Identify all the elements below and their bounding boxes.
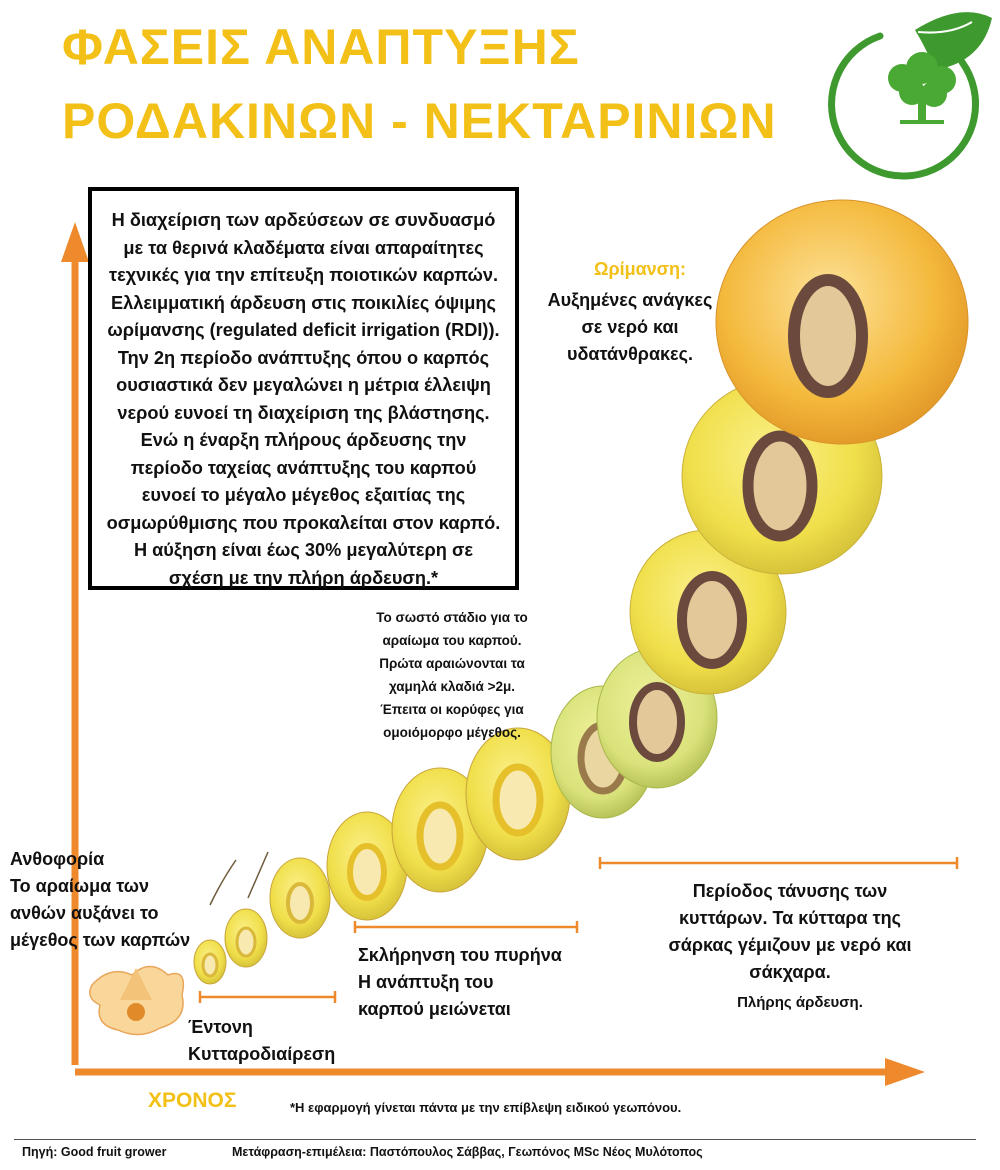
bracket-pit-hardening bbox=[355, 921, 577, 933]
info-line: με τα θερινά κλαδέματα είναι απαραίτητες bbox=[123, 237, 484, 258]
bloom-line: μέγεθος των καρπών bbox=[10, 930, 191, 950]
info-line: Η διαχείριση των αρδεύσεων σε συνδυασμό bbox=[111, 210, 496, 230]
fruit-stage-11-ripe bbox=[716, 200, 968, 444]
thinning-line: ομοιόμορφο μέγεθος. bbox=[383, 725, 521, 740]
cell-expansion-line: Περίοδος τάνυσης των bbox=[692, 881, 888, 901]
bloom-stage-label bbox=[10, 846, 230, 954]
cell-division-line: Κυτταροδιαίρεση bbox=[188, 1044, 336, 1064]
ripening-text bbox=[510, 287, 750, 368]
info-line: Η αύξηση είναι έως 30% μεγαλύτερη σε bbox=[133, 540, 474, 560]
fruit-stage-3 bbox=[270, 858, 330, 938]
info-line: ευνοεί το μέγαλο μέγεθος εξαιτίας της bbox=[141, 485, 466, 505]
bloom-line: Το αραίωμα των bbox=[10, 876, 149, 896]
footnote: *Η εφαρμογή γίνεται πάντα με την επίβλεψη ειδικού γεωπόνου. bbox=[290, 1100, 682, 1115]
bracket-cell-division bbox=[200, 991, 335, 1003]
thinning-line: Το σωστό στάδιο για το bbox=[376, 610, 528, 625]
info-line: ουσιαστικά δεν μεγαλώνει η μέτρια έλλειψη bbox=[116, 375, 491, 395]
ripening-line: Αυξημένες ανάγκες bbox=[547, 290, 713, 310]
ripening-title: Ωρίμανση: bbox=[594, 259, 686, 279]
ripening-line: σε νερό και bbox=[581, 317, 679, 337]
flower-icon bbox=[90, 967, 184, 1035]
cell-expansion-label bbox=[625, 878, 955, 986]
footer-divider bbox=[14, 1139, 976, 1140]
info-line: Την 2η περίοδο ανάπτυξης όπου ο καρπός bbox=[117, 347, 490, 368]
thinning-line: Πρώτα αραιώνονται τα bbox=[379, 656, 525, 671]
info-line: ωρίμανσης (regulated deficit irrigation (RDI)). bbox=[107, 320, 500, 340]
thinning-line: χαμηλά κλαδιά >2μ. bbox=[388, 679, 516, 694]
cell-expansion-line: σάρκας γέμιζουν με νερό και bbox=[668, 935, 912, 955]
thinning-line: Έπειτα οι κορύφες για bbox=[380, 702, 524, 717]
cell-expansion-line: σάκχαρα. bbox=[749, 962, 831, 982]
pit-hardening-line: Σκλήρηνση του πυρήνα bbox=[358, 945, 562, 965]
bracket-cell-expansion bbox=[600, 857, 957, 869]
bloom-line: Ανθοφορία bbox=[10, 849, 105, 869]
tree-logo-icon bbox=[832, 12, 992, 176]
bloom-line: ανθών αυξάνει το bbox=[10, 903, 159, 923]
fruit-stage-2 bbox=[225, 852, 268, 967]
cell-expansion-line: κυττάρων. Τα κύτταρα της bbox=[679, 908, 901, 928]
page-title-line-2: ΡΟΔΑΚΙΝΩΝ - ΝΕΚΤΑΡΙΝΙΩΝ bbox=[62, 93, 777, 149]
info-line: τεχνικές για την επίτευξη ποιοτικών καρπών. bbox=[108, 265, 499, 285]
x-axis-label: ΧΡΟΝΟΣ bbox=[148, 1089, 237, 1112]
info-line: περίοδο ταχείας ανάπτυξης του καρπού bbox=[130, 457, 477, 478]
pit-hardening-line: Η ανάπτυξη του bbox=[358, 972, 494, 992]
info-line: οσμωρύθμισης που προκαλείται στον καρπό. bbox=[106, 512, 501, 533]
pit-hardening-line: καρπού μειώνεται bbox=[358, 999, 511, 1019]
page-title-line-1: ΦΑΣΕΙΣ ΑΝΑΠΤΥΞΗΣ bbox=[62, 19, 580, 75]
full-irrigation-note: Πλήρης άρδευση. bbox=[737, 994, 863, 1011]
info-line: Ελλειμματική άρδευση στις ποικιλίες όψιμης bbox=[110, 292, 496, 313]
info-line: σχέση με την πλήρη άρδευση.* bbox=[168, 567, 439, 588]
footer-source: Πηγή: Good fruit grower bbox=[22, 1145, 167, 1159]
ripening-line: υδατάνθρακες. bbox=[567, 344, 693, 364]
info-line: νερού ευνοεί τη διαχείριση της βλάστησης. bbox=[117, 402, 490, 423]
info-line: Ενώ η έναρξη πλήρους άρδευσης την bbox=[140, 430, 467, 450]
irrigation-info-box bbox=[88, 187, 519, 590]
thinning-line: αραίωμα του καρπού. bbox=[382, 633, 522, 648]
cell-division-line: Έντονη bbox=[188, 1017, 253, 1037]
footer-credits: Μετάφραση-επιμέλεια: Παστόπουλος Σάββας, Γεωπόνος MSc Νέος Μυλότοπος bbox=[232, 1145, 703, 1159]
fruit-thinning-note bbox=[352, 606, 552, 744]
pit-hardening-label bbox=[358, 942, 638, 1023]
